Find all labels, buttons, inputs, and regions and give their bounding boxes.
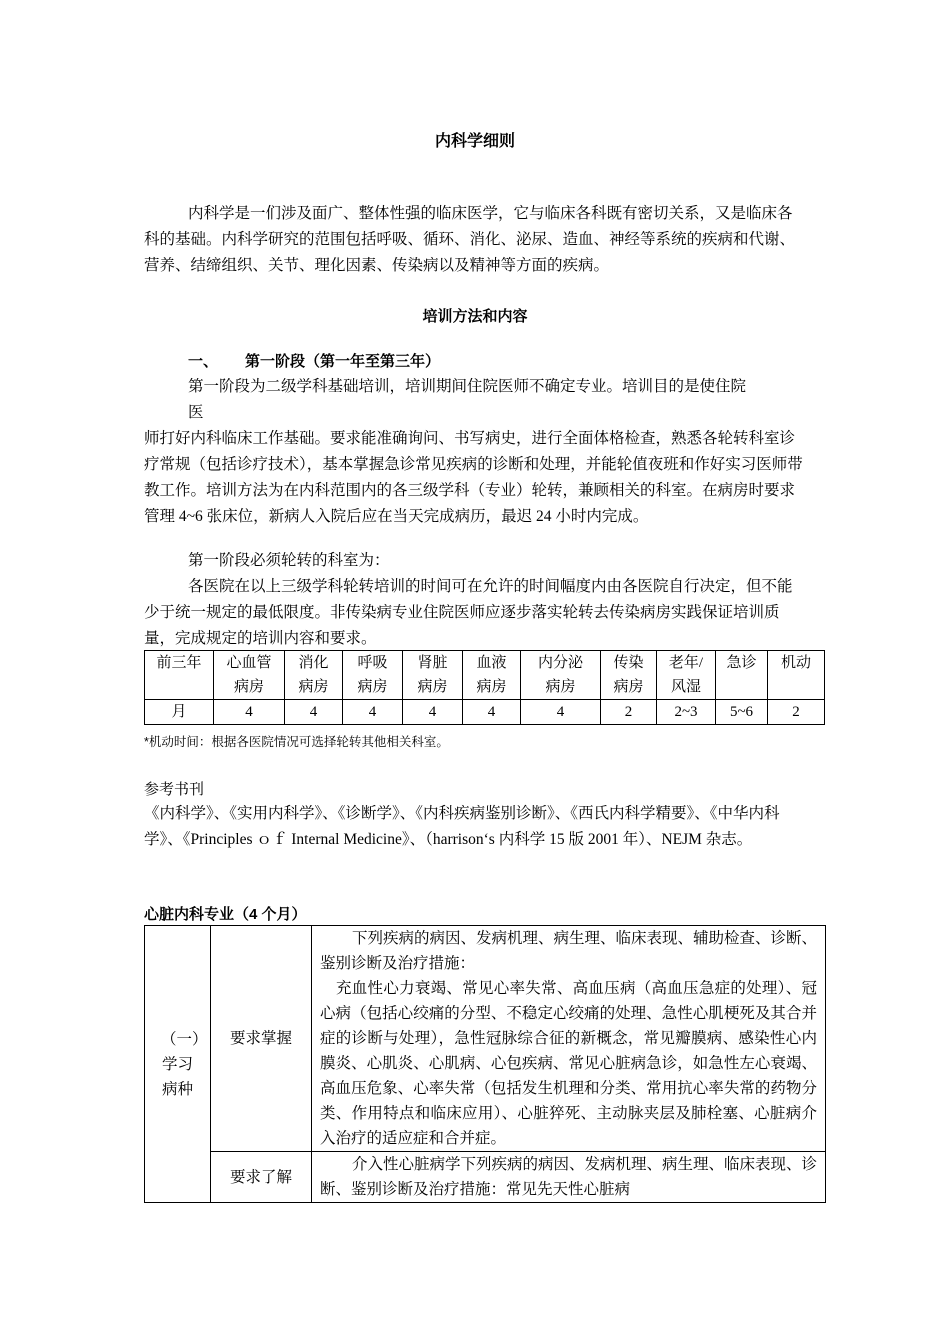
stage1-line1: 第一阶段为二级学科基础培训，培训期间住院医师不确定专业。培训目的是使住院 bbox=[188, 378, 747, 395]
category-cell: （一）学习病种 bbox=[145, 926, 211, 1203]
table-note: *机动时间：根据各医院情况可选择轮转其他相关科室。 bbox=[144, 735, 449, 749]
rotation-header-cell: 急诊 bbox=[716, 651, 768, 700]
cardiology-heading: 心脏内科专业（4 个月） bbox=[144, 906, 307, 923]
master-diseases: 充血性心力衰竭、常见心率失常、高血压病（高血压急症的处理）、冠心病（包括心绞痛的分型、不稳定心绞痛的处理、急性心肌梗死及其合并症的诊断与处理），急性冠脉综合征的新概念，常见瓣膜病、感染性心内膜炎、心肌炎、心肌病、心包疾病、常见心脏病急诊，如急性左心衰竭、高血压危象、心率失常（包括发生机理和分类、常用抗心率失常的药物分类、作用特点和临床应用）、心脏猝死、主动脉夹层及肺栓塞、心脏病介入治疗的适应症和合并症。 bbox=[320, 980, 817, 1147]
stage1-line2: 医 bbox=[188, 404, 204, 421]
cardiology-table bbox=[144, 925, 826, 1203]
rotation-month-cell: 2 bbox=[768, 700, 825, 725]
document-title: 内科学细则 bbox=[434, 133, 515, 150]
stage1-title: 第一阶段（第一年至第三年） bbox=[245, 353, 441, 370]
rotation-month-cell: 4 bbox=[521, 700, 601, 725]
rotation-header-cell: 内分泌 病房 bbox=[521, 651, 601, 700]
understand-label: 要求了解 bbox=[211, 1152, 312, 1203]
rotation-month-cell: 2 bbox=[601, 700, 657, 725]
rotation-month-cell: 4 bbox=[285, 700, 343, 725]
section-title: 培训方法和内容 bbox=[422, 308, 528, 325]
references-text: 《内科学》、《实用内科学》、《诊断学》、《内科疾病鉴别诊断》、《西氏内科学精要》、《中华内科学》、《Principles ｏｆ Internal Medicine》、（harrison‘s 内科学 15 版 2001 年）、NEJM 杂志。 bbox=[144, 805, 780, 848]
rotation-header-cell: 消化 病房 bbox=[285, 651, 343, 700]
references-heading: 参考书刊 bbox=[144, 782, 205, 798]
rotation-header-cell: 血液 病房 bbox=[463, 651, 521, 700]
understand-content bbox=[312, 1152, 826, 1203]
rotation-intro: 第一阶段必须轮转的科室为： bbox=[188, 552, 390, 569]
master-row bbox=[145, 926, 826, 1152]
rotation-header-cell: 肾脏 病房 bbox=[403, 651, 463, 700]
understand-row bbox=[145, 1152, 826, 1203]
rotation-header-cell: 呼吸 病房 bbox=[343, 651, 403, 700]
intro-paragraph: 内科学是一们涉及面广、整体性强的临床医学，它与临床各科既有密切关系，又是临床各科的基础。内科学研究的范围包括呼吸、循环、消化、泌尿、造血、神经等系统的疾病和代谢、营养、结缔组织、关节、理化因素、传染病以及精神等方面的疾病。 bbox=[144, 205, 796, 274]
rotation-header-cell: 传染 病房 bbox=[601, 651, 657, 700]
master-content bbox=[312, 926, 826, 1152]
rotation-month-cell: 4 bbox=[343, 700, 403, 725]
rotation-note: 各医院在以上三级学科轮转培训的时间可在允许的时间幅度内由各医院自行决定，但不能少于统一规定的最低限度。非传染病专业住院医师应逐步落实轮转去传染病房实践保证培训质量，完成规定的培训内容和要求。 bbox=[144, 578, 793, 647]
rotation-month-cell: 5~6 bbox=[716, 700, 768, 725]
rotation-header-row bbox=[145, 651, 825, 700]
rotation-month-cell: 2~3 bbox=[657, 700, 716, 725]
rotation-header-cell: 前三年 bbox=[145, 651, 214, 700]
rotation-table bbox=[144, 650, 825, 725]
rotation-month-cell: 月 bbox=[145, 700, 214, 725]
master-intro: 下列疾病的病因、发病机理、病生理、临床表现、辅助检查、诊断、鉴别诊断及治疗措施： bbox=[320, 930, 818, 972]
rotation-month-cell: 4 bbox=[463, 700, 521, 725]
rotation-month-cell: 4 bbox=[214, 700, 285, 725]
master-label: 要求掌握 bbox=[211, 926, 312, 1152]
rotation-header-cell: 机动 bbox=[768, 651, 825, 700]
stage1-body: 师打好内科临床工作基础。要求能准确询问、书写病史，进行全面体格检查，熟悉各轮转科室诊疗常规（包括诊疗技术），基本掌握急诊常见疾病的诊断和处理，并能轮值夜班和作好实习医师带教工作。培训方法为在内科范围内的各三级学科（专业）轮转，兼顾相关的科室。在病房时要求管理 4~6 张床位，新病人入院后应在当天完成病历，最迟 24 小时内完成。 bbox=[144, 430, 803, 525]
rotation-month-cell: 4 bbox=[403, 700, 463, 725]
rotation-header-cell: 心血管 病房 bbox=[214, 651, 285, 700]
rotation-header-cell: 老年/ 风湿 bbox=[657, 651, 716, 700]
understand-text: 介入性心脏病学下列疾病的病因、发病机理、病生理、临床表现、诊断、鉴别诊断及治疗措施：常见先天性心脏病 bbox=[320, 1156, 818, 1198]
stage1-number: 一、 bbox=[188, 353, 219, 370]
rotation-months-row bbox=[145, 700, 825, 725]
stage1-heading bbox=[188, 350, 440, 371]
